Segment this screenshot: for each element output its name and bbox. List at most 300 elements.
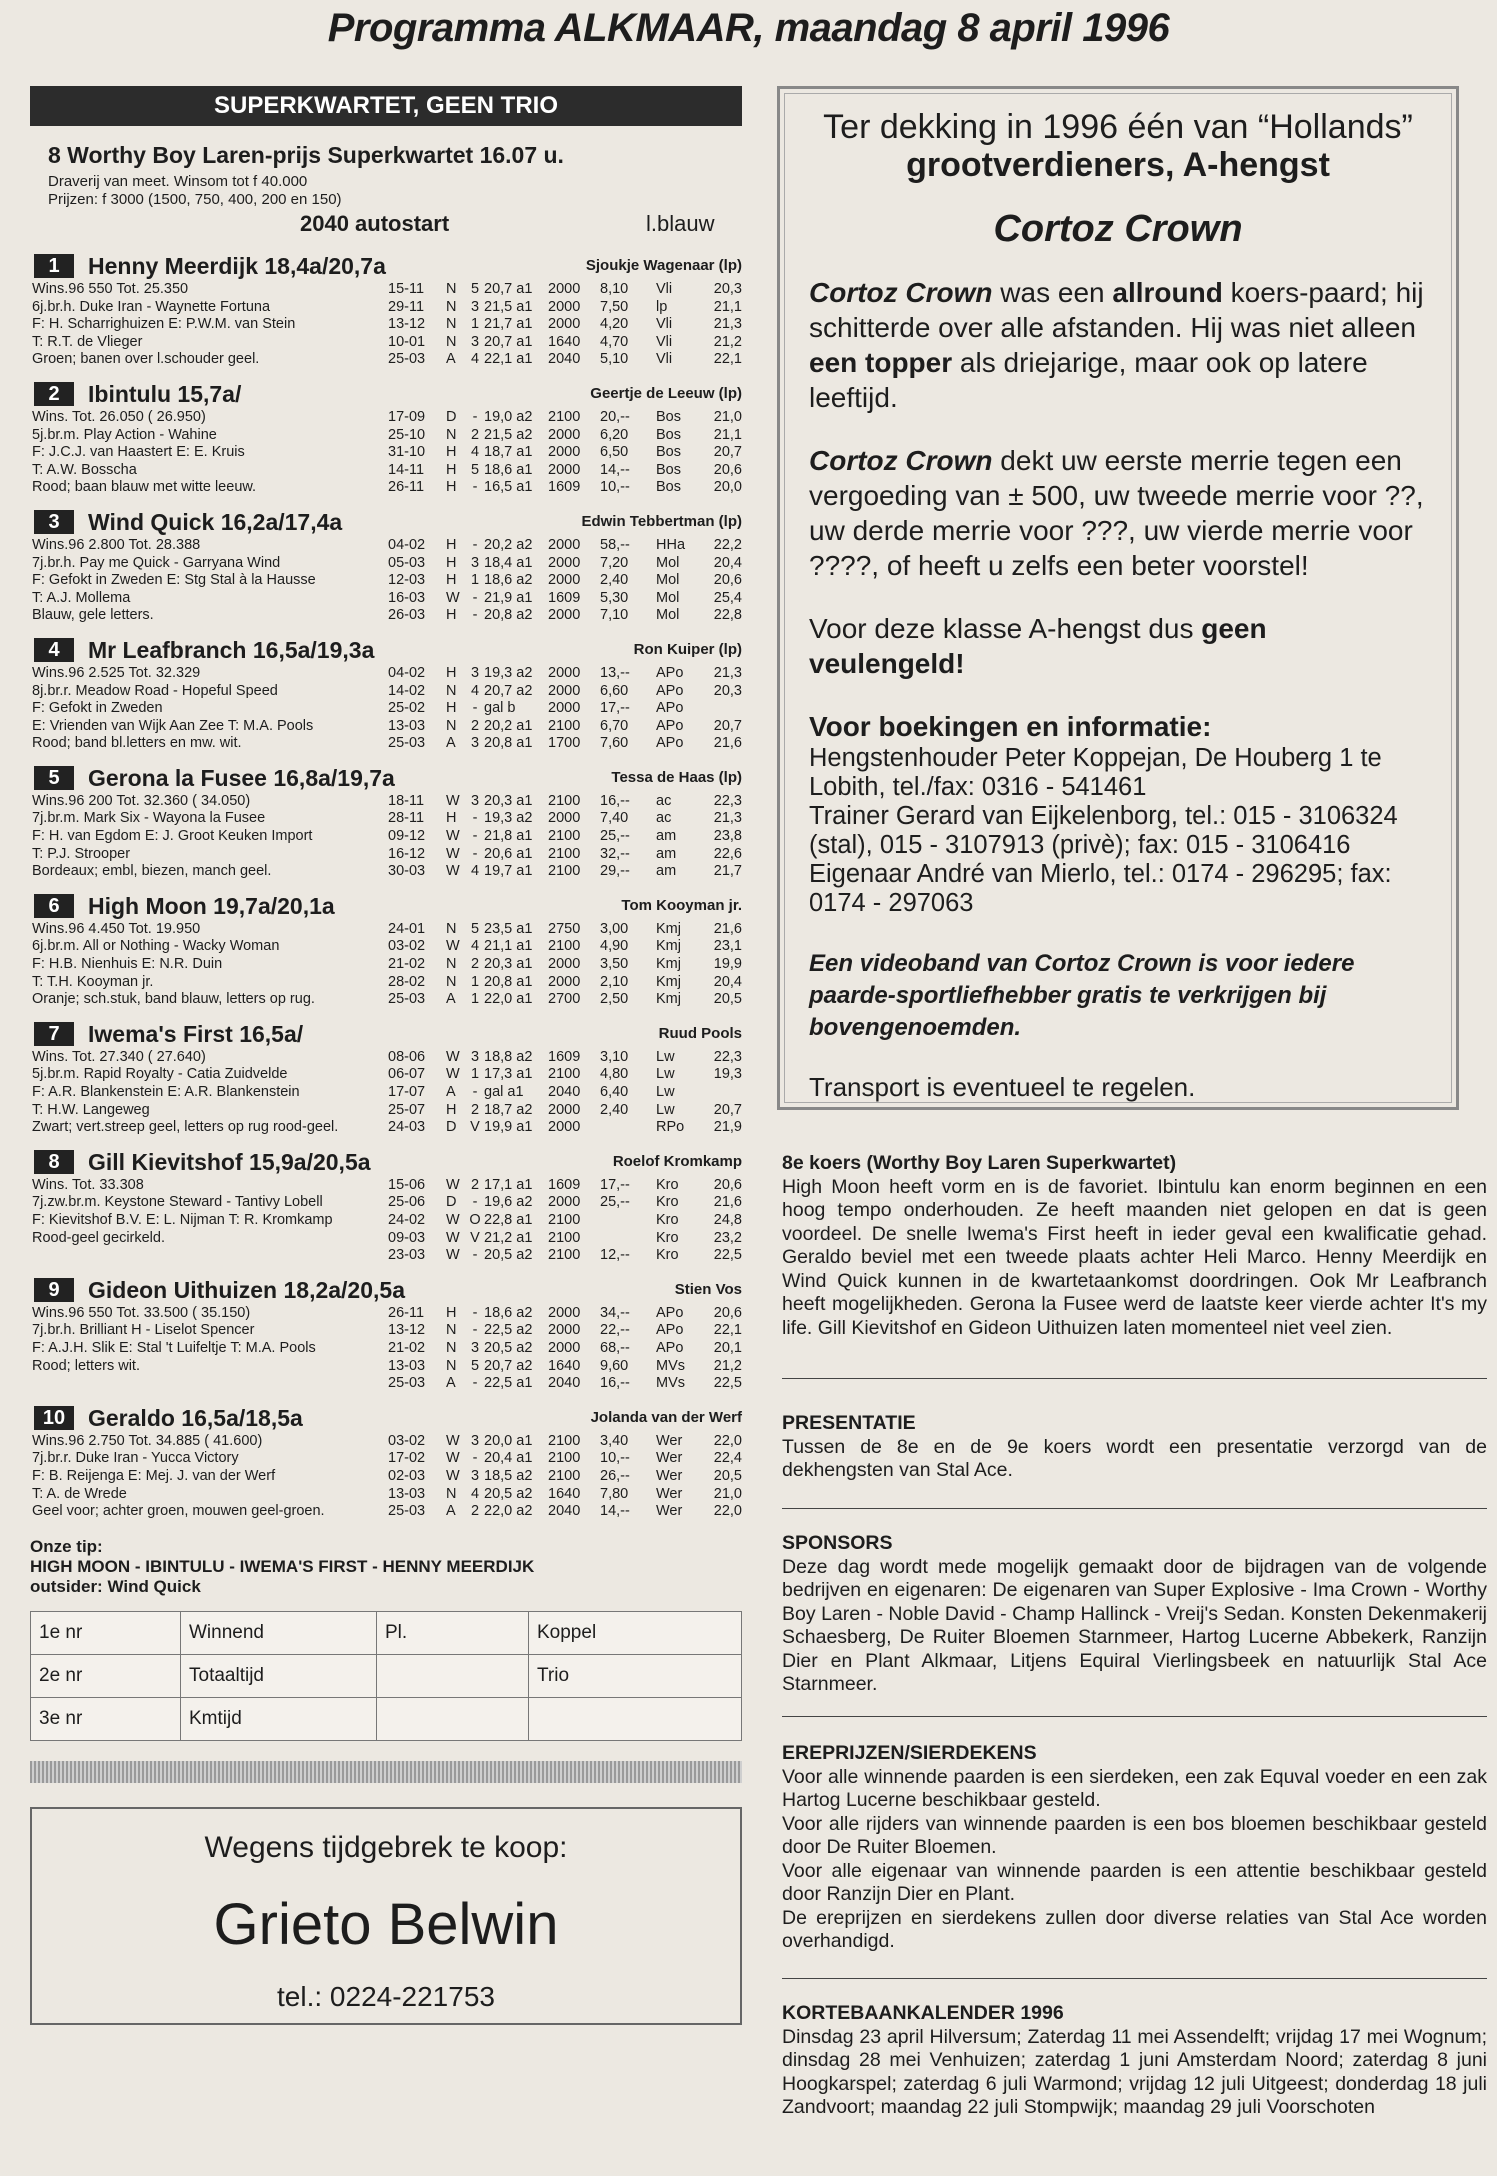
start-cell: 5 <box>470 461 480 478</box>
start-cell: 09-03 <box>388 1229 426 1246</box>
driver-name: Sjoukje Wagenaar (lp) <box>585 257 742 274</box>
start-cell: 3,00 <box>600 920 629 937</box>
start-cell: 68,-- <box>600 1339 630 1356</box>
start-cell: H <box>446 1101 457 1118</box>
recent-starts <box>388 1049 742 1137</box>
horse-name: Ibintulu 15,7a/ <box>88 380 242 407</box>
start-cell: 22,2 <box>713 536 742 553</box>
start-cell: gal a1 <box>484 1084 524 1100</box>
start-cell: 13-12 <box>388 316 426 333</box>
start-cell: 5 <box>470 281 480 297</box>
horse-header <box>30 379 742 409</box>
start-row <box>388 479 742 497</box>
start-cell: 4 <box>470 444 480 461</box>
start-cell: 7,40 <box>600 810 629 827</box>
horse-info-line: 8j.br.r. Meadow Road - Hopeful Speed <box>32 682 278 699</box>
start-cell: 3 <box>470 1048 480 1065</box>
recent-starts <box>388 409 742 497</box>
start-cell: N <box>446 298 457 315</box>
horse-header <box>30 1403 742 1433</box>
start-cell: 2000 <box>548 281 581 297</box>
start-cell: 2100 <box>548 1211 581 1228</box>
horse-body <box>30 409 742 497</box>
start-cell: 22,0 <box>713 1432 742 1449</box>
start-cell: 20,0 <box>713 479 742 496</box>
start-cell: 17-07 <box>388 1084 426 1100</box>
start-number: 10 <box>34 1406 74 1430</box>
start-cell: 6,40 <box>600 1084 629 1100</box>
start-cell: 06-07 <box>388 1066 426 1083</box>
start-cell: 13-03 <box>388 717 426 734</box>
recent-starts <box>388 1177 742 1265</box>
start-cell: W <box>446 863 460 880</box>
start-cell: 21,6 <box>713 735 742 752</box>
horse-info-line: F: A.R. Blankenstein E: A.R. Blankenstein <box>32 1084 300 1100</box>
start-cell: H <box>446 607 457 624</box>
start-cell: 29-11 <box>388 298 425 315</box>
start-cell: 2 <box>470 1503 480 1520</box>
start-cell: N <box>446 316 457 333</box>
start-row <box>388 351 742 369</box>
ad-text: Cortoz Crown <box>809 277 993 308</box>
horse-name: Gill Kievitshof 15,9a/20,5a <box>88 1148 371 1175</box>
horse-info-line: 7j.zw.br.m. Keystone Steward - Tantivy Lobell <box>32 1194 323 1211</box>
section-text: Tussen de 8e en de 9e koers wordt een presentatie verzorgd van de dekhengsten van Stal Ace. <box>782 1435 1487 1481</box>
start-row <box>388 572 742 590</box>
start-cell: MVs <box>656 1375 685 1392</box>
start-row <box>388 1102 742 1120</box>
start-cell: 25-03 <box>388 1503 426 1520</box>
horse-entry <box>30 1147 742 1265</box>
start-cell: 2040 <box>548 1084 581 1100</box>
ad-text: koers-paard; hij schitterde over alle afstanden. Hij was niet alleen <box>809 277 1424 343</box>
start-cell: 21,5 a2 <box>484 426 533 443</box>
start-cell: 20,4 <box>713 554 742 571</box>
start-cell: 2000 <box>548 426 581 443</box>
start-cell: 25,-- <box>600 828 630 845</box>
start-cell: 10,-- <box>600 479 630 496</box>
start-cell: 04-02 <box>388 664 426 681</box>
start-row <box>388 665 742 683</box>
start-cell: - <box>472 408 478 425</box>
start-cell <box>600 1119 656 1137</box>
driver-name: Roelof Kromkamp <box>612 1152 742 1170</box>
start-cell: 23,2 <box>713 1229 742 1246</box>
horse-info-line: F: H. van Egdom E: J. Groot Keuken Import <box>32 828 313 845</box>
start-cell: 2000 <box>548 810 581 827</box>
start-cell: 2 <box>470 717 480 734</box>
start-cell: 12,-- <box>600 1247 630 1264</box>
start-row <box>388 299 742 317</box>
start-cell: Vli <box>656 281 673 297</box>
start-cell: ac <box>656 810 672 827</box>
bet-cell: 2e nr <box>31 1654 181 1697</box>
sale-horse-name: Grieto Belwin <box>213 1891 559 1957</box>
start-cell: A <box>446 735 456 752</box>
start-cell: - <box>472 828 478 845</box>
start-cell: 2100 <box>548 717 581 734</box>
horse-header <box>30 891 742 921</box>
start-cell: 04-02 <box>388 536 426 553</box>
horse-body <box>30 1049 742 1137</box>
start-cell: 16-12 <box>388 845 426 862</box>
start-cell: APo <box>656 717 684 734</box>
horse-info <box>30 281 388 369</box>
start-cell: W <box>446 938 460 955</box>
start-cell: 3 <box>470 735 480 752</box>
horse-entry <box>30 635 742 753</box>
horse-info-line: Groen; banen over l.schouder geel. <box>32 351 260 368</box>
start-cell: Kmj <box>656 938 681 955</box>
start-cell: 3 <box>470 333 480 350</box>
start-cell: 13-03 <box>388 1485 426 1502</box>
tip-outsider: outsider: Wind Quick <box>30 1576 201 1596</box>
start-cell: 20,5 a2 <box>484 1339 533 1356</box>
horse-info-line: Rood; band bl.letters en mw. wit. <box>32 735 242 752</box>
bet-row <box>31 1654 742 1697</box>
recent-starts <box>388 921 742 1009</box>
start-cell: N <box>446 682 457 699</box>
horse-name: Iwema's First 16,5a/ <box>88 1020 304 1047</box>
start-cell: V <box>470 1229 480 1246</box>
start-row <box>388 1194 742 1212</box>
horse-entry <box>30 251 742 369</box>
driver-name: Ron Kuiper (lp) <box>633 640 742 658</box>
start-cell: Bos <box>656 461 681 478</box>
horse-info-line: 6j.br.m. All or Nothing - Wacky Woman <box>32 938 280 955</box>
start-cell: 24-02 <box>388 1211 426 1228</box>
section-title: 8e koers (Worthy Boy Laren Superkwartet) <box>782 1152 1177 1174</box>
start-number: 3 <box>34 510 74 534</box>
horse-info-line: Wins.96 550 Tot. 33.500 ( 35.150) <box>32 1304 251 1321</box>
start-cell: 3 <box>470 298 480 315</box>
start-cell: 4,70 <box>600 333 629 350</box>
start-cell: 7,20 <box>600 554 629 571</box>
ad-text: geen veulengeld! <box>809 613 1267 679</box>
start-cell: 20,7 <box>713 717 742 734</box>
start-cell: 2100 <box>548 845 581 862</box>
start-cell: 2040 <box>548 1375 581 1392</box>
start-cell: 23,8 <box>713 828 742 845</box>
start-cell: 2750 <box>548 920 581 937</box>
start-cell: Kmj <box>656 920 681 937</box>
start-cell: 4 <box>470 1485 480 1502</box>
bet-cell: 3e nr <box>31 1697 181 1740</box>
horse-body <box>30 665 742 753</box>
start-cell: Lw <box>656 1048 675 1065</box>
start-row <box>388 1503 742 1521</box>
start-cell: 21,6 <box>713 920 742 937</box>
horse-info-line: F: H. Scharrighuizen E: P.W.M. van Stein <box>32 316 296 333</box>
start-cell: H <box>446 810 457 827</box>
start-cell: H <box>446 444 457 461</box>
start-cell: 4,20 <box>600 316 629 333</box>
horse-entry <box>30 763 742 881</box>
start-row <box>388 334 742 352</box>
start-cell: 2000 <box>548 444 581 461</box>
start-cell: 21-02 <box>388 1339 426 1356</box>
start-cell: 21,3 <box>713 316 742 333</box>
start-cell: 21,9 a1 <box>484 589 533 606</box>
start-cell: 2100 <box>548 938 581 955</box>
start-cell: 20,7 a2 <box>484 682 533 699</box>
horse-info-line: Blauw, gele letters. <box>32 607 154 624</box>
start-cell: - <box>472 1194 478 1211</box>
driver-name: Tom Kooyman jr. <box>621 896 742 914</box>
start-cell: 6,20 <box>600 426 629 443</box>
start-cell: 4 <box>470 938 480 955</box>
horse-info <box>30 1049 388 1137</box>
start-row <box>388 537 742 555</box>
horse-info-line: Wins.96 4.450 Tot. 19.950 <box>32 920 201 937</box>
ad-booking-line: Trainer Gerard van Eijkelenborg, tel.: 015 - 3106324 (stal), 015 - 3107913 (privè); fax: 015 - 3106416 <box>809 802 1398 859</box>
start-cell: - <box>472 536 478 553</box>
start-cell: 22,0 a2 <box>484 1503 533 1520</box>
start-cell: 3 <box>470 664 480 681</box>
start-cell: 6,70 <box>600 717 629 734</box>
start-cell: H <box>446 461 457 478</box>
horse-list <box>30 251 742 1521</box>
section-text: High Moon heeft vorm en is de favoriet. Ibintulu kan enorm beginnen en een hoog tempo onderhouden. Ze heeft maanden niet gelopen en dat is geen voordeel. De snelle Iwema's First heeft in ieder geval een kwalificatie gehad. Geraldo beviel met een tweede plaats achter Heli Marco. Henny Meerdijk en Wind Quick kunnen in de kwartetaankomst doordringen. Ook Mr Leafbranch heeft mogelijkheden. Gerona la Fusee werd de laatste keer vierde achter It's my life. Gill Kievitshof en Gideon Uithuizen laten momenteel niet veel zien. <box>782 1175 1487 1339</box>
start-cell: Wer <box>656 1467 683 1484</box>
start-cell: 2000 <box>548 316 581 333</box>
start-cell: W <box>446 1066 460 1083</box>
start-cell: HHa <box>656 536 686 553</box>
start-cell: 18,5 a2 <box>484 1467 533 1484</box>
start-cell: 20,-- <box>600 408 630 425</box>
start-cell: W <box>446 792 460 809</box>
sale-phone: tel.: 0224-221753 <box>277 1980 495 2012</box>
start-cell: Kro <box>656 1176 679 1193</box>
start-cell: Mol <box>656 607 680 624</box>
start-row <box>388 956 742 974</box>
start-number: 1 <box>34 254 74 278</box>
start-cell: 20,6 <box>713 1176 742 1193</box>
horse-info-line: F: Kievitshof B.V. E: L. Nijman T: R. Kromkamp <box>32 1211 333 1228</box>
start-cell: 2000 <box>548 1119 581 1136</box>
start-cell: 22,8 <box>713 607 742 624</box>
start-cell: 22,3 <box>713 792 742 809</box>
start-cell: 21,1 <box>713 298 742 315</box>
start-cell: 21,9 <box>713 1119 742 1136</box>
start-cell: 20,4 <box>713 973 742 990</box>
start-cell: APo <box>656 1339 684 1356</box>
section-text: Dinsdag 23 april Hilversum; Zaterdag 11 mei Assendelft; vrijdag 17 mei Wognum; dinsdag 28 mei Venhuizen; zaterdag 1 juni Amsterdam Noord; zaterdag 8 juni Hoogkarspel; zaterdag 6 juli Warmond; vrijdag 12 juli Uitgeest; donderdag 18 juli Zandvoort; maandag 22 juli Stompwijk; maandag 29 juli Voorschoten <box>782 2025 1487 2118</box>
ad-headline: Ter dekking in 1996 één van “Hollands” <box>823 108 1413 146</box>
start-cell: - <box>472 1450 478 1467</box>
bet-row <box>31 1697 742 1740</box>
driver-name: Geertje de Leeuw (lp) <box>590 384 742 402</box>
start-number: 8 <box>34 1150 74 1174</box>
start-cell: RPo <box>656 1119 685 1136</box>
horse-name: Mr Leafbranch 16,5a/19,3a <box>88 636 375 663</box>
ad-text: allround <box>1112 277 1223 308</box>
start-cell: 19,0 a2 <box>484 408 533 425</box>
horse-info-line: 7j.br.h. Pay me Quick - Garryana Wind <box>32 554 281 571</box>
start-cell: Lw <box>656 1084 675 1100</box>
start-row <box>388 462 742 480</box>
start-cell: 26-11 <box>388 479 425 496</box>
start-cell: 22,6 <box>713 845 742 862</box>
horse-info-line: Rood; letters wit. <box>32 1357 140 1374</box>
start-cell: 18,7 a2 <box>484 1101 533 1118</box>
section-title: KORTEBAANKALENDER 1996 <box>782 2002 1064 2024</box>
start-cell: 26-03 <box>388 607 426 624</box>
start-cell: 20,3 a1 <box>484 956 533 973</box>
start-cell: 5,30 <box>600 589 629 606</box>
start-cell: 7,10 <box>600 607 629 624</box>
start-cell: 29,-- <box>600 863 630 880</box>
start-cell: - <box>472 479 478 496</box>
start-cell: W <box>446 1247 460 1264</box>
start-cell: Kmj <box>656 991 681 1008</box>
start-cell: 20,7 <box>713 444 742 461</box>
horse-info-line: T: R.T. de Vlieger <box>32 333 143 350</box>
horse-info-line: 5j.br.m. Play Action - Wahine <box>32 426 217 443</box>
start-cell: - <box>472 1322 478 1339</box>
start-cell: H <box>446 554 457 571</box>
horse-info-line: 7j.br.m. Mark Six - Wayona la Fusee <box>32 810 266 827</box>
start-cell: 2000 <box>548 298 581 315</box>
start-cell: 21,7 <box>713 863 742 880</box>
start-cell: N <box>446 973 457 990</box>
horse-info-line: 7j.br.h. Brilliant H - Liselot Spencer <box>32 1322 255 1339</box>
horse-info-line: Wins. Tot. 27.340 ( 27.640) <box>32 1048 206 1065</box>
start-row <box>388 1177 742 1195</box>
start-cell: 1609 <box>548 1048 581 1065</box>
start-cell: 2100 <box>548 408 581 425</box>
start-row <box>388 991 742 1009</box>
start-cell: 18,6 a1 <box>484 461 533 478</box>
start-cell: 13-12 <box>388 1322 426 1339</box>
start-cell: 16,5 a1 <box>484 479 533 496</box>
start-cell: Lw <box>656 1066 675 1083</box>
start-cell: H <box>446 536 457 553</box>
horse-info-line: F: Gefokt in Zweden <box>32 700 163 717</box>
start-cell: 25-07 <box>388 1101 426 1118</box>
start-cell: A <box>446 1375 456 1392</box>
recent-starts <box>388 1433 742 1521</box>
start-cell: 2000 <box>548 1304 581 1321</box>
start-cell: 2100 <box>548 1432 581 1449</box>
horse-info-line: F: B. Reijenga E: Mej. J. van der Werf <box>32 1467 276 1484</box>
start-cell: 1640 <box>548 333 581 350</box>
start-cell: - <box>472 1247 478 1264</box>
start-cell: Kro <box>656 1194 679 1211</box>
start-cell <box>600 1230 656 1248</box>
start-cell: A <box>446 1084 456 1100</box>
start-cell: 1609 <box>548 1176 581 1193</box>
start-number: 5 <box>34 766 74 790</box>
start-cell: 5,10 <box>600 351 629 368</box>
driver-name: Jolanda van der Werf <box>590 1408 742 1426</box>
start-cell: 30-03 <box>388 863 426 880</box>
start-cell: N <box>446 1322 457 1339</box>
start-cell: 3 <box>470 1467 480 1484</box>
start-cell: 21-02 <box>388 956 426 973</box>
horse-name: Gerona la Fusee 16,8a/19,7a <box>88 764 395 791</box>
tip-block <box>30 1537 742 1597</box>
race-info <box>30 173 742 209</box>
start-cell: 20,1 <box>713 1339 742 1356</box>
start-cell: 13-03 <box>388 1357 426 1374</box>
recent-starts <box>388 665 742 753</box>
calendar-section <box>782 2002 1487 2120</box>
start-cell: 2000 <box>548 700 581 717</box>
presentation-section <box>782 1412 1487 1483</box>
start-row <box>388 1468 742 1486</box>
horse-header <box>30 251 742 281</box>
start-cell: - <box>472 1375 478 1392</box>
start-cell: 2000 <box>548 1322 581 1339</box>
start-cell: 20,3 <box>713 682 742 699</box>
start-cell: N <box>446 1357 457 1374</box>
sponsors-section <box>782 1532 1487 1697</box>
start-number: 7 <box>34 1022 74 1046</box>
horse-body <box>30 537 742 625</box>
start-row <box>388 590 742 608</box>
horse-info-line: Wins. Tot. 33.308 <box>32 1176 144 1193</box>
ad-transport: Transport is eventueel te regelen. <box>809 1072 1196 1102</box>
horse-entry <box>30 507 742 625</box>
start-row <box>388 1322 742 1340</box>
start-cell: 2,50 <box>600 991 629 1008</box>
start-row <box>388 1433 742 1451</box>
horse-body <box>30 1305 742 1393</box>
ad-text: Voor deze klasse A-hengst dus <box>809 613 1202 644</box>
horse-info-line: Wins.96 200 Tot. 32.360 ( 34.050) <box>32 792 251 809</box>
start-number: 6 <box>34 894 74 918</box>
start-cell: Vli <box>656 316 673 333</box>
start-cell: 20,3 <box>713 281 742 297</box>
start-cell: 25-02 <box>388 700 426 717</box>
start-cell: Mol <box>656 589 680 606</box>
start-cell: 25-03 <box>388 351 426 368</box>
start-row <box>388 1486 742 1504</box>
race-info-line: Prijzen: f 3000 (1500, 750, 400, 200 en 150) <box>48 191 342 208</box>
horse-entry <box>30 1019 742 1137</box>
race-banner: SUPERKWARTET, GEEN TRIO <box>30 86 742 126</box>
start-cell: 21,3 <box>713 810 742 827</box>
start-cell: 1 <box>470 572 480 589</box>
start-cell: 7,80 <box>600 1485 629 1502</box>
horse-info <box>30 1305 388 1393</box>
start-cell: 21,7 a1 <box>484 316 533 333</box>
start-row <box>388 683 742 701</box>
ad-subheadline: grootverdieners, A-hengst <box>906 146 1330 184</box>
start-cell: Wer <box>656 1450 683 1467</box>
start-cell: N <box>446 333 457 350</box>
start-row <box>388 1305 742 1323</box>
start-cell: Bos <box>656 408 681 425</box>
start-cell: 2 <box>470 1176 480 1193</box>
start-cell: 34,-- <box>600 1304 630 1321</box>
start-cell: 2000 <box>548 607 581 624</box>
start-cell: 25-03 <box>388 991 426 1008</box>
start-cell: 16,-- <box>600 792 630 809</box>
start-cell: 1 <box>470 973 480 990</box>
start-cell: 7,50 <box>600 298 629 315</box>
horse-info <box>30 1433 388 1521</box>
start-row <box>388 810 742 828</box>
start-cell: 21,6 <box>713 1194 742 1211</box>
start-number: 2 <box>34 382 74 406</box>
start-cell: 22,1 <box>713 351 742 368</box>
horse-header <box>30 507 742 537</box>
start-cell: H <box>446 572 457 589</box>
section-title: EREPRIJZEN/SIERDEKENS <box>782 1742 1037 1764</box>
start-cell: 16,-- <box>600 1375 630 1392</box>
